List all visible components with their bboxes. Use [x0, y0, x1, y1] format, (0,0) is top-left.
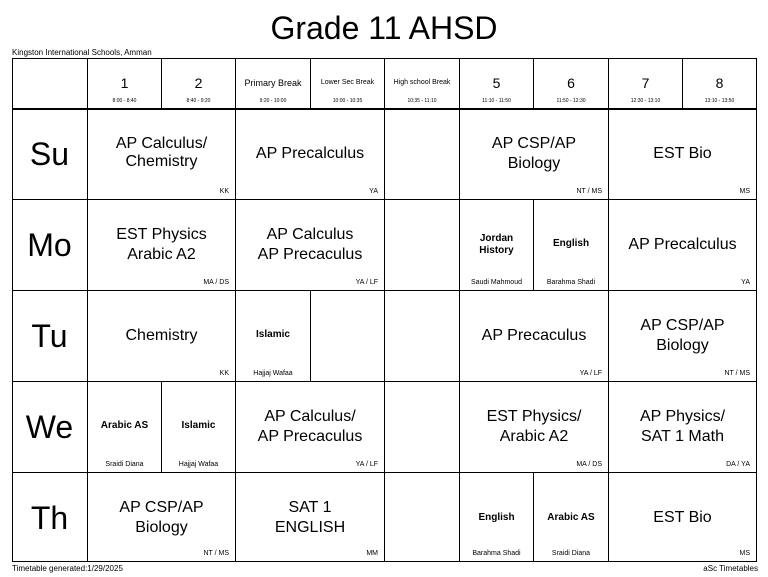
lesson-cell[interactable] — [88, 382, 161, 472]
lesson-cell[interactable] — [609, 291, 756, 381]
period-header — [609, 58, 682, 109]
lesson-subject: Arabic A2 — [127, 246, 196, 263]
lesson-subject: AP Precaculus — [257, 246, 363, 263]
period-header — [88, 58, 161, 109]
lesson-cell[interactable] — [88, 109, 235, 199]
lesson-subject: English — [478, 512, 515, 523]
lesson-teacher: Hajjaj Wafaa — [178, 461, 219, 468]
lesson-cell[interactable] — [609, 109, 756, 199]
lesson-teacher: MS — [739, 188, 750, 195]
lesson-cell[interactable] — [88, 200, 235, 290]
lesson-teacher: YA — [369, 188, 378, 195]
lesson-subject: Islamic — [256, 329, 290, 340]
period-header — [311, 58, 384, 109]
period-time: 11:10 - 11:50 — [482, 98, 511, 104]
lesson-cell[interactable] — [460, 473, 533, 561]
period-label: 8 — [715, 75, 724, 91]
lesson-cell[interactable] — [534, 473, 608, 561]
period-label: 5 — [492, 75, 501, 91]
page-title: Grade 11 AHSD — [270, 10, 498, 46]
period-time: 9:20 - 10:00 — [259, 98, 287, 104]
lesson-subject: SAT 1 Math — [641, 428, 724, 445]
lesson-subject: Arabic A2 — [499, 428, 569, 445]
period-time: 13:10 - 13:50 — [704, 98, 735, 104]
period-header — [385, 58, 459, 109]
period-header — [683, 58, 756, 109]
lesson-cell[interactable] — [460, 291, 608, 381]
day-label-th: Th — [30, 500, 69, 536]
lesson-subject: Arabic AS — [100, 420, 149, 431]
lesson-subject: AP CSP/AP — [491, 135, 577, 152]
period-label: 2 — [194, 75, 203, 91]
period-header — [534, 58, 608, 109]
lesson-teacher: YA — [741, 279, 750, 286]
lesson-teacher: KK — [219, 370, 229, 377]
lesson-subject: EST Bio — [653, 509, 712, 526]
lesson-cell[interactable] — [236, 473, 384, 561]
lesson-cell[interactable] — [88, 473, 235, 561]
lesson-subject: Biology — [656, 337, 709, 354]
lesson-teacher: KK — [219, 188, 229, 195]
period-time: 10:00 - 10:35 — [332, 98, 363, 104]
lesson-cell[interactable] — [236, 382, 384, 472]
period-header — [162, 58, 235, 109]
lesson-subject: AP Calculus/ — [264, 408, 356, 425]
period-label: High school Break — [393, 79, 451, 86]
lesson-cell[interactable] — [534, 200, 608, 290]
lesson-teacher: Sraidi Diana — [551, 550, 591, 557]
lesson-teacher: Saudi Mahmoud — [471, 279, 522, 286]
lesson-teacher: Hajjaj Wafaa — [253, 370, 293, 377]
lesson-cell[interactable] — [460, 382, 608, 472]
lesson-cell[interactable] — [162, 382, 235, 472]
lesson-subject: EST Bio — [653, 145, 712, 162]
lesson-teacher: YA / LF — [355, 461, 378, 468]
generated-date: Timetable generated:1/29/2025 — [12, 564, 123, 573]
day-label-mo: Mo — [27, 227, 72, 263]
lesson-subject: English — [552, 238, 590, 249]
day-label-su: Su — [29, 136, 70, 172]
period-label: 6 — [567, 75, 575, 91]
period-label: Lower Sec Break — [320, 79, 375, 86]
lesson-cell[interactable] — [236, 109, 384, 199]
lesson-cell[interactable] — [236, 291, 310, 381]
lesson-cell[interactable] — [609, 473, 756, 561]
lesson-teacher: YA / LF — [355, 279, 378, 286]
lesson-subject: Arabic AS — [547, 512, 595, 523]
period-label: 1 — [120, 75, 129, 91]
lesson-teacher: NT / MS — [203, 550, 229, 557]
period-time: 8:40 - 9:20 — [186, 98, 211, 104]
lesson-teacher: MM — [366, 550, 378, 557]
period-label: Primary Break — [244, 78, 302, 88]
lesson-teacher: DA / YA — [726, 461, 750, 468]
lesson-cell[interactable] — [609, 382, 756, 472]
lesson-subject: EST Physics — [116, 226, 207, 243]
lesson-subject: AP Precalculus — [255, 145, 365, 162]
lesson-teacher: NT / MS — [576, 188, 602, 195]
day-label-tu: Tu — [31, 318, 68, 354]
timetable-grid — [12, 58, 757, 562]
lesson-teacher: Sraidi Diana — [105, 461, 144, 468]
lesson-subject: History — [479, 245, 514, 256]
lesson-subject: AP CSP/AP — [640, 317, 725, 334]
grid-line — [310, 290, 311, 381]
lesson-cell[interactable] — [460, 109, 608, 199]
lesson-subject: Biology — [135, 519, 188, 536]
lesson-cell[interactable] — [236, 200, 384, 290]
lesson-subject: Jordan — [479, 233, 514, 244]
period-header — [236, 58, 310, 109]
day-label-we: We — [25, 409, 74, 445]
lesson-teacher: YA / LF — [579, 370, 602, 377]
lesson-teacher: Barahma Shadi — [546, 279, 596, 286]
lesson-subject: AP CSP/AP — [119, 499, 204, 516]
lesson-subject: ENGLISH — [274, 519, 346, 536]
period-time: 11:50 - 12:30 — [556, 98, 586, 104]
lesson-subject: AP Precalculus — [628, 236, 737, 253]
lesson-subject: Islamic — [181, 420, 216, 431]
lesson-teacher: NT / MS — [724, 370, 750, 377]
lesson-subject: EST Physics/ — [486, 408, 582, 425]
grid-line — [384, 58, 385, 562]
lesson-cell[interactable] — [88, 291, 235, 381]
brand-credit: aSc Timetables — [703, 564, 758, 573]
lesson-subject: Chemistry — [125, 153, 198, 170]
period-time: 8:00 - 8:40 — [112, 98, 137, 104]
lesson-subject: AP Precaculus — [481, 327, 587, 344]
lesson-subject: AP Physics/ — [639, 408, 726, 425]
lesson-teacher: Barahma Shadi — [472, 550, 521, 557]
lesson-subject: AP Calculus/ — [115, 135, 208, 152]
lesson-subject: SAT 1 — [288, 499, 332, 516]
period-time: 10:35 - 11:10 — [407, 98, 437, 104]
period-header — [460, 58, 533, 109]
grid-line — [756, 58, 757, 562]
lesson-teacher: MA / DS — [576, 461, 602, 468]
lesson-subject: Chemistry — [125, 327, 198, 344]
lesson-teacher: MA / DS — [203, 279, 229, 286]
period-time: 12:30 - 13:10 — [630, 98, 661, 104]
lesson-subject: Biology — [507, 155, 561, 172]
school-name: Kingston International Schools, Amman — [12, 48, 152, 57]
lesson-cell[interactable] — [609, 200, 756, 290]
lesson-cell[interactable] — [460, 200, 533, 290]
lesson-teacher: MS — [739, 550, 750, 557]
lesson-subject: AP Precaculus — [257, 428, 363, 445]
period-label: 7 — [641, 75, 650, 91]
lesson-subject: AP Calculus — [266, 226, 354, 243]
